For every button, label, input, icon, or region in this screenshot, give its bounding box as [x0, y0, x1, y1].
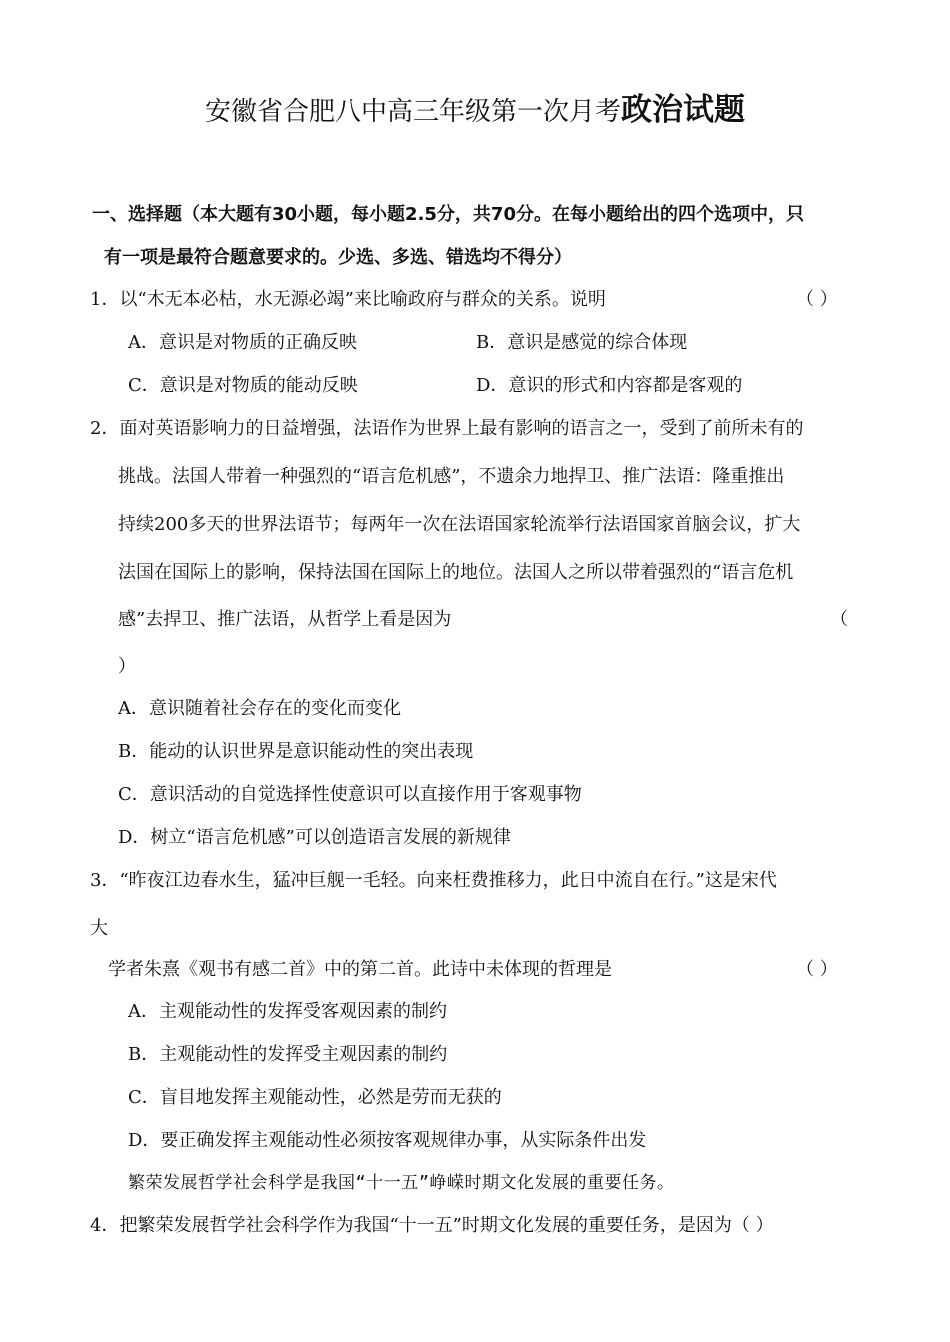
q1-option-c: C．意识是对物质的能动反映	[128, 375, 358, 396]
q2-stem-line3: 持续200多天的世界法语节；每两年一次在法语国家轮流举行法语国家首脑会议，扩大	[118, 514, 801, 535]
q2-paren-close: ）	[118, 656, 136, 677]
title-bold: 政治试题	[621, 92, 745, 128]
q2-option-d: D．树立“语言危机感”可以创造语言发展的新规律	[118, 827, 511, 848]
q1-option-b: B．意识是感觉的综合体现	[476, 332, 688, 353]
q1-stem: 1．以“木无本必枯，水无源必竭”来比喻政府与群众的关系。说明	[90, 289, 606, 310]
q1-answer-paren: （ ）	[796, 289, 838, 310]
q3-option-a: A．主观能动性的发挥受客观因素的制约	[128, 1001, 447, 1022]
note-line: 繁荣发展哲学社会科学是我国“十一五”峥嵘时期文化发展的重要任务。	[128, 1173, 675, 1193]
q3-stem-line2: 大	[90, 918, 108, 939]
q2-stem-line1: 2．面对英语影响力的日益增强，法语作为世界上最有影响的语言之一，受到了前所未有的	[90, 418, 804, 439]
q3-answer-paren: （ ）	[796, 959, 838, 980]
q3-option-d: D．要正确发挥主观能动性必须按客观规律办事，从实际条件出发	[128, 1130, 647, 1151]
q3-stem-line1: 3．“昨夜江边春水生，猛冲巨舰一毛轻。向来枉费推移力，此日中流自在行。”这是宋代	[90, 870, 777, 891]
section-heading-line2: 有一项是最符合题意要求的。少选、多选、错选均不得分）	[104, 247, 572, 268]
page-title	[0, 90, 950, 132]
section-heading-line1: 一、选择题（本大题有30小题，每小题2.5分，共70分。在每小题给出的四个选项中，只	[92, 204, 804, 225]
q2-option-b: B．能动的认识世界是意识能动性的突出表现	[118, 741, 474, 762]
title-normal: 安徽省合肥八中高三年级第一次月考	[204, 97, 621, 127]
q1-option-d: D．意识的形式和内容都是客观的	[476, 375, 743, 396]
q1-option-a: A．意识是对物质的正确反映	[128, 332, 357, 353]
q3-option-c: C．盲目地发挥主观能动性，必然是劳而无获的	[128, 1087, 502, 1108]
q2-stem-line2: 挑战。法国人带着一种强烈的“语言危机感”，不遗余力地捍卫、推广法语：隆重推出	[118, 466, 785, 487]
q2-paren-open: （	[830, 609, 848, 630]
q2-option-c: C．意识活动的自觉选择性使意识可以直接作用于客观事物	[118, 784, 582, 805]
q2-stem-line4: 法国在国际上的影响，保持法国在国际上的地位。法国人之所以带着强烈的“语言危机	[118, 562, 794, 583]
q2-option-a: A．意识随着社会存在的变化而变化	[118, 698, 401, 719]
q4-stem: 4．把繁荣发展哲学社会科学作为我国“十一五”时期文化发展的重要任务，是因为（ ）	[90, 1215, 774, 1236]
q2-stem-line5: 感”去捍卫、推广法语，从哲学上看是因为	[118, 609, 452, 630]
q3-stem-line3: 学者朱熹《观书有感二首》中的第二首。此诗中未体现的哲理是	[108, 959, 612, 980]
q3-option-b: B．主观能动性的发挥受主观因素的制约	[128, 1044, 448, 1065]
